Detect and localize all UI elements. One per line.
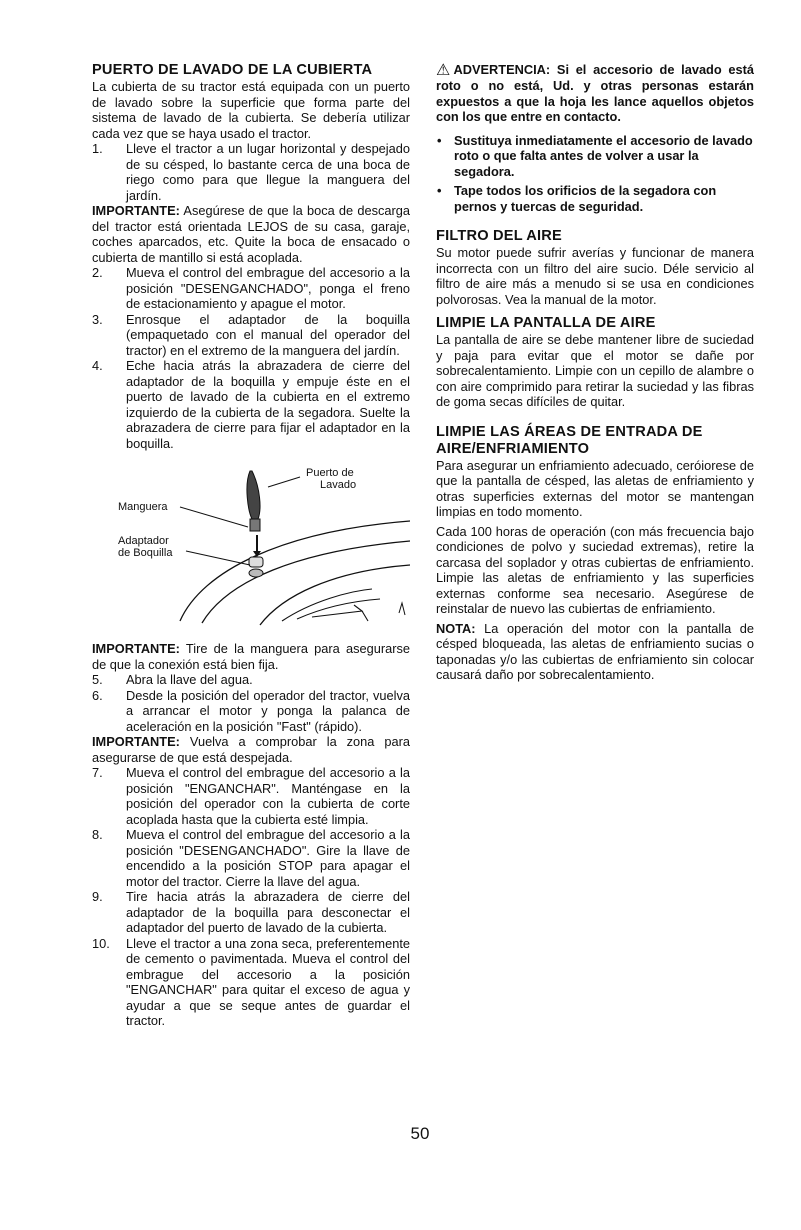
steps-list-b: [92, 265, 410, 451]
deck-arc-middle: [202, 541, 410, 623]
steps-list-c: [92, 672, 410, 734]
figure-label-port-2: Lavado: [320, 479, 357, 491]
step-item: 9. Tire hacia atrás la abrazadera de cierre del adaptador de la boquilla para desconectar el adaptador del puerto de lavado de la cubierta.: [92, 889, 410, 935]
nozzle-adapter: [249, 557, 263, 567]
step-item: 10. Lleve el tractor a una zona seca, preferentemente de cemento o pavimentada. Mueva el control del embrague del accesorio a la posición "ENGANCHAR" para quitar el exceso de agua y ayudar a que se seque antes de guardar el tractor.: [92, 935, 410, 1028]
step-item: 3. Enrosque el adaptador de la boquilla (empaquetado con el manual del operador del tractor) en el extremo de la manguera del jardín.: [92, 311, 410, 358]
deck-arc-small: [282, 589, 372, 621]
step-item: 6. Desde la posición del operador del tractor, vuelva a arrancar el motor y ponga la palanca de aceleración en la posición "Fast" (rápido).: [92, 687, 410, 734]
wash-port-figure: [92, 461, 410, 637]
figure-label-adapter-2: de Boquilla: [118, 547, 173, 559]
important-note-3: IMPORTANTE: Vuelva a comprobar la zona para asegurarse de que está despejada.: [92, 734, 410, 765]
deck-arc-small-2: [297, 599, 380, 619]
air-filter-text: Su motor puede sufrir averías y funcionar de manera incorrecta con un filtro del aire sucio. Déle servicio al filtro de aire más a menudo si se usa en condiciones polvorosas. Vea la manual de la motor.: [436, 245, 754, 307]
warning-text: Si el accesorio de lavado está roto o no está, Ud. y otras personas estarán expuestos a que la hoja les lance aquellos objetos con los que entre en contacto.: [436, 62, 755, 124]
page-number: 50: [410, 1124, 430, 1143]
warning-bullets: [436, 133, 754, 215]
figure-label-port-1: Puerto de: [306, 467, 354, 479]
cooling-note: NOTA: La operación del motor con la pantalla de césped bloqueada, las aletas de enfriamiento sucias o taponadas y/o las cubiertas de enfriamiento sin colocar causará daño por sobrecalentamiento.: [436, 620, 754, 682]
hose-leader-line: [180, 507, 248, 527]
section-heading-air-filter: FILTRO DEL AIRE: [436, 228, 562, 244]
wash-port-intro: La cubierta de su tractor está equipada con un puerto de lavado sobre la superficie que forma parte del sistema de lavado de la cubierta. Se debería utilizar cada vez que se haya usado el tractor.: [92, 79, 410, 141]
bullet-dot-icon: •: [437, 183, 442, 198]
deck-arc-inner: [260, 565, 410, 625]
deck-mark: [399, 603, 405, 615]
figure-label-adapter-1: Adaptador: [118, 535, 169, 547]
step-item: 5. Abra la llave del agua.: [92, 672, 253, 687]
bullet-item: • Sustituya inmediatamente el accesorio de lavado roto o que falta antes de volver a usar la segadora.: [437, 132, 753, 179]
hose-coupling: [250, 519, 260, 531]
warning-triangle-icon: ⚠: [436, 62, 454, 79]
important-note-1: IMPORTANTE: Asegúrese de que la boca de descarga del tractor está orientada LEJOS de su casa, garaje, coches aparcados, etc. Quite la boca de ensacado o cubierta de mantillo si está acoplada.: [92, 203, 410, 265]
left-column: [92, 62, 410, 1029]
cooling-intake-text-2: Cada 100 horas de operación (con más frecuencia bajo condiciones de polvo y suciedad extremas), retire la carcasa del soplador y otras cubiertas de enfriamiento. Limpie las aletas de enfriamiento y las superficies externas conforme sea necesario. Asegúrese de reinstalar de nuevo las cubiertas de enfriamiento.: [436, 523, 754, 616]
figure-label-hose: Manguera: [118, 501, 168, 513]
step-item: 2. Mueva el control del embrague del accesorio a la posición "DESENGANCHADO", ponga el freno de estacionamiento y apague el motor.: [92, 265, 410, 311]
section-heading-cooling-intake: LIMPIE LAS ÁREAS DE ENTRADA DE AIRE/ENFRIAMIENTO: [436, 423, 703, 457]
air-screen-text: La pantalla de aire se debe mantener libre de suciedad y paja para evitar que el motor se dañe por sobrecalentamiento. Limpie con un cepillo de alambre o con aire comprimido para retirar la suciedad y las fibras de goma secas difíciles de quitar.: [436, 332, 754, 409]
hose-body: [247, 471, 260, 519]
wash-port: [249, 569, 263, 577]
steps-list-d: [92, 765, 410, 1029]
adapter-leader-line: [186, 551, 250, 565]
warning-block: [436, 62, 754, 125]
step-item: 7. Mueva el control del embrague del accesorio a la posición "ENGANCHAR". Manténgase en la posición del operador con la cubierta de corte acoplada hasta que la cubierta esté limpia.: [92, 765, 410, 827]
section-heading-air-screen: LIMPIE LA PANTALLA DE AIRE: [436, 315, 656, 331]
important-note-2: IMPORTANTE: Tire de la manguera para asegurarse de que la conexión está bien fija.: [92, 641, 410, 672]
right-column: [436, 62, 754, 683]
section-heading-wash-port: PUERTO DE LAVADO DE LA CUBIERTA: [92, 62, 373, 78]
deck-arrow: [312, 605, 368, 621]
steps-list-a: [92, 141, 410, 203]
step-item: 4. Eche hacia atrás la abrazadera de cierre del adaptador de la boquilla y empuje éste en el puerto de lavado de la cubierta en el extremo izquierdo de la cubierta de la segadora. Suelte la abrazadera de cierre para fijar el adaptador en la boquilla.: [92, 358, 410, 451]
bullet-dot-icon: •: [437, 132, 442, 148]
port-leader-line: [268, 477, 300, 487]
step-item: 1. Lleve el tractor a un lugar horizontal y despejado de su césped, lo bastante cerca de una boca de riego como para que llegue la manguera del jardín.: [92, 141, 410, 203]
step-item: 8. Mueva el control del embrague del accesorio a la posición "DESENGANCHADO". Gire la llave de encendido a la posición STOP para apagar el motor del tractor. Cierre la llave del agua.: [92, 827, 410, 889]
bullet-item: • Tape todos los orificios de la segadora con pernos y tuercas de seguridad.: [437, 183, 717, 214]
warning-title: ADVERTENCIA:: [453, 62, 551, 77]
cooling-intake-text-1: Para asegurar un enfriamiento adecuado, ceróiorese de que la pantalla de césped, las aletas de enfriamiento y otras superficies externas del motor se mantengan limpias en todo momento.: [436, 457, 754, 519]
